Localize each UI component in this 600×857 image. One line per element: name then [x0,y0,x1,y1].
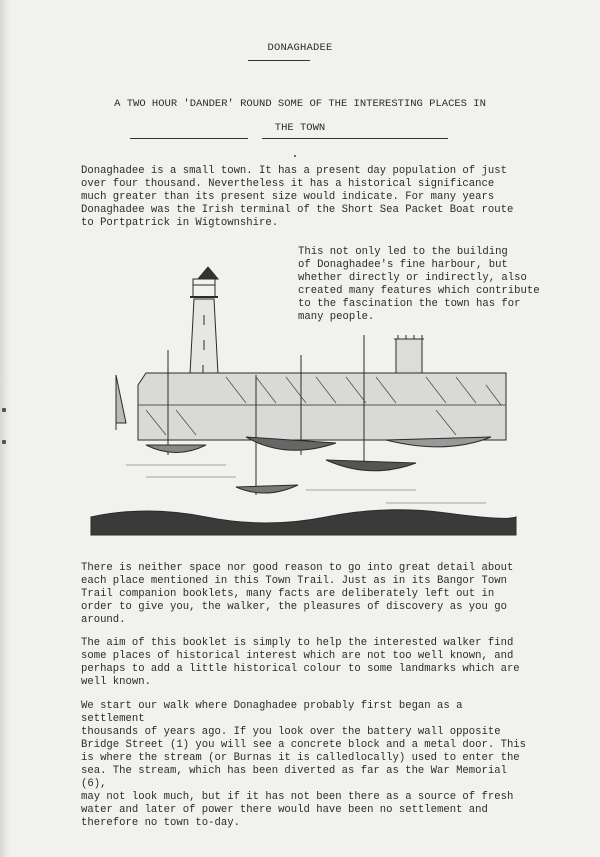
page-title: DONAGHADEE [267,42,333,54]
harbour-sketch-illustration [86,255,522,545]
paragraph-scope: There is neither space nor good reason to go into great detail about each place mentioned in this Town Trail. Just as in its Bangor Town Trail companion booklets, many facts are deliberately left out in order to give you, the walker, the pleasures of discovery as you go around. [81,562,514,626]
paragraph-harbour: This not only led to the building of Donaghadee's fine harbour, but whether directly or indirectly, also created many features which contribute to the fascination the town has for many people. [298,246,540,323]
staple-mark [2,440,6,444]
paragraph-aim: The aim of this booklet is simply to help the interested walker find some places of historical interest which are not too well known, and perhaps to add a little historical colour to some landmarks which are well known. [81,637,520,688]
subtitle-underline-right [262,138,448,139]
paragraph-intro: Donaghadee is a small town. It has a present day population of just over four thousand. Nevertheless it has a historical significance much greater than its present size would indicate. For many years Donaghadee was the Irish terminal of the Short Sea Packet Boat route to Portpatrick in Wigtownshire. [81,165,514,229]
staple-mark [2,408,6,412]
stray-mark [294,155,296,157]
title-underline [248,60,310,61]
subtitle-line-1: A TWO HOUR 'DANDER' ROUND SOME OF THE INTERESTING PLACES IN [114,98,486,110]
paragraph-walk-start: We start our walk where Donaghadee probably first began as a settlement thousands of years ago. If you look over the battery wall opposite Bridge Street (1) you will see a concrete block and a metal door. This is where the stream (or Burnas it is calledlocally) used to enter the sea. The stream, which has been diverted as far as the War Memorial (6), may not look much, but if it has not been there as a source of fresh water and later of power there would have been no settlement and therefore no town to-day. [81,700,527,829]
subtitle-line-2: THE TOWN [274,122,326,134]
subtitle-underline-left [130,138,248,139]
